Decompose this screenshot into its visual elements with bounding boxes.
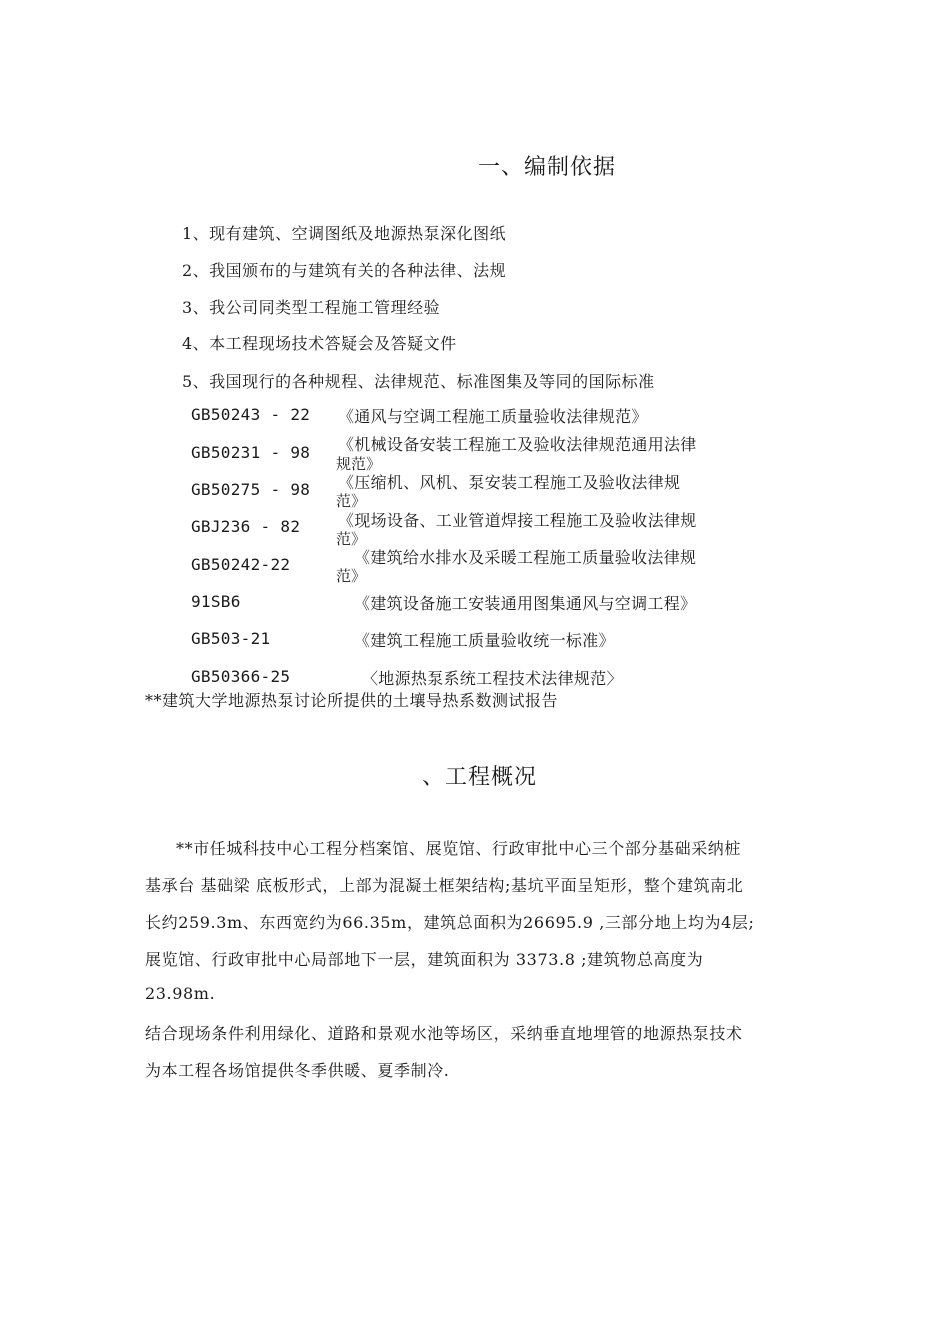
- standard-code: GBJ236 - 82: [191, 517, 301, 536]
- overview-line: 展览馆、行政审批中心局部地下一层，建筑面积为 3373.8 ;建筑物总高度为: [145, 950, 704, 969]
- overview-line: 为本工程各场馆提供冬季供暖、夏季制冷.: [145, 1061, 450, 1080]
- overview-line: **市任城科技中心工程分档案馆、展览馆、行政审批中心三个部分基础采纳桩: [176, 839, 742, 858]
- standard-code: GB50275 - 98: [191, 480, 311, 499]
- standard-name: 《建筑给水排水及采暖工程施工质量验收法律规: [354, 548, 697, 567]
- standard-name: 《通风与空调工程施工质量验收法律规范》: [338, 407, 648, 426]
- standard-code: GB50366-25: [191, 667, 291, 686]
- standard-name-cont: 范》: [336, 492, 367, 510]
- basis-item-4: 4、本工程现场技术答疑会及答疑文件: [182, 334, 457, 353]
- standard-name: 《机械设备安装工程施工及验收法律规范通用法律: [338, 435, 697, 454]
- standard-name-cont: 范》: [336, 567, 367, 585]
- standard-code: GB50242-22: [191, 555, 291, 574]
- overview-line: 基承台 基础梁 底板形式，上部为混凝土框架结构;基坑平面呈矩形，整个建筑南北: [145, 876, 744, 895]
- standard-name: 《压缩机、风机、泵安装工程施工及验收法律规: [338, 473, 681, 492]
- standard-name: 〈地源热泵系统工程技术法律规范〉: [362, 669, 623, 688]
- basis-note: **建筑大学地源热泵讨论所提供的土壤导热系数测试报告: [145, 691, 559, 710]
- standard-code: GB50243 - 22: [191, 405, 311, 424]
- basis-item-1: 1、现有建筑、空调图纸及地源热泵深化图纸: [182, 224, 507, 243]
- overview-line: 结合现场条件利用绿化、道路和景观水池等场区，采纳垂直地埋管的地源热泵技术: [145, 1024, 743, 1043]
- standard-code: GB50231 - 98: [191, 443, 311, 462]
- standard-name-cont: 规范》: [336, 455, 382, 473]
- standard-code: 91SB6: [191, 592, 241, 611]
- basis-item-5: 5、我国现行的各种规程、法律规范、标准图集及等同的国际标准: [182, 372, 655, 391]
- section-title-basis: 一、编制依据: [478, 155, 617, 180]
- standard-name-cont: 范》: [336, 530, 367, 548]
- basis-item-2: 2、我国颁布的与建筑有关的各种法律、法规: [182, 261, 507, 280]
- section-title-overview: 、工程概况: [422, 765, 538, 790]
- overview-line: 长约259.3m、东西宽约为66.35m，建筑总面积为26695.9 ,三部分地上均为4层;: [145, 913, 755, 932]
- overview-line: 23.98m.: [145, 984, 216, 1003]
- standard-code: GB503-21: [191, 629, 271, 648]
- standard-name: 《建筑设备施工安装通用图集通风与空调工程》: [354, 594, 697, 613]
- basis-item-3: 3、我公司同类型工程施工管理经验: [182, 298, 441, 317]
- standard-name: 《建筑工程施工质量验收统一标准》: [354, 631, 615, 650]
- standard-name: 《现场设备、工业管道焊接工程施工及验收法律规: [338, 511, 697, 530]
